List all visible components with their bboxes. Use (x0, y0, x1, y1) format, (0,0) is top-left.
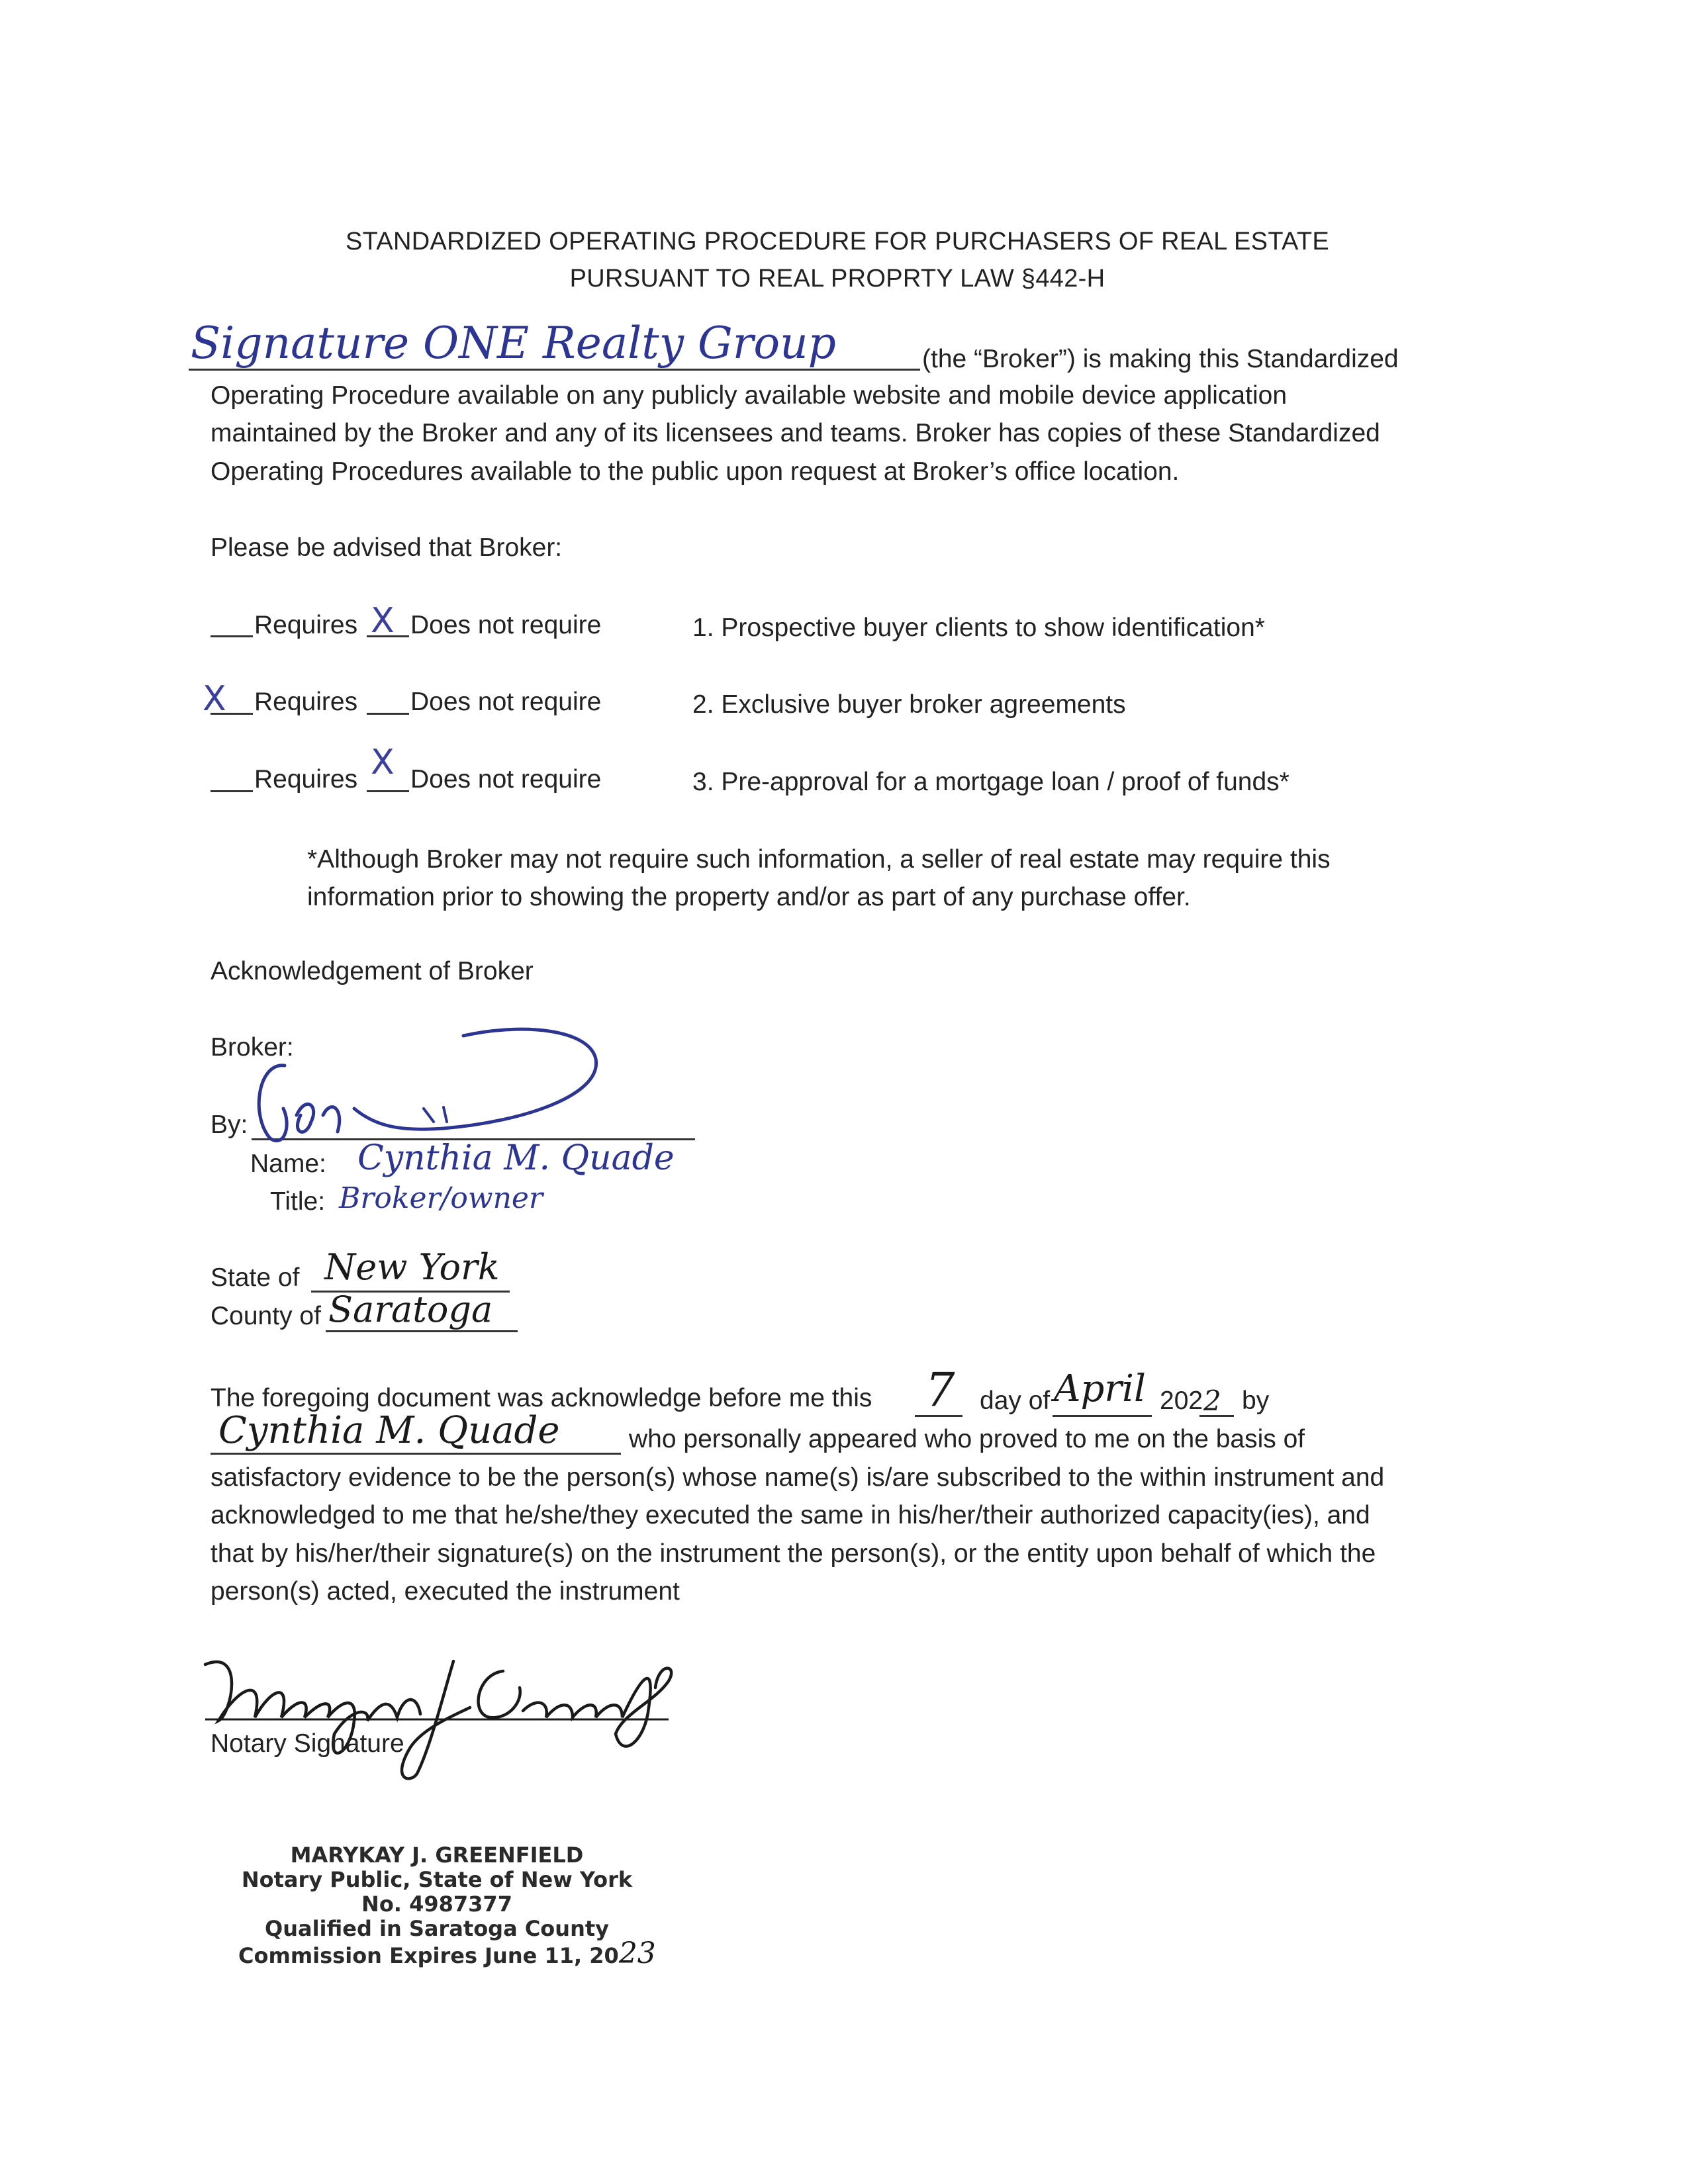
document-title-line2: PURSUANT TO REAL PROPRTY LAW §442-H (569, 265, 1105, 293)
state-value-handwritten: New York (324, 1246, 500, 1288)
name-value-handwritten: Cynthia M. Quade (357, 1138, 675, 1178)
stamp-name: MARYKAY J. GREENFIELD (290, 1843, 584, 1868)
does-not-require-blank (367, 713, 409, 715)
notary-signature-label: Notary Signature (211, 1729, 404, 1758)
does-not-require-blank (367, 790, 409, 792)
year-value-handwritten: 2 (1203, 1385, 1221, 1417)
acknowledgement-heading: Acknowledgement of Broker (211, 957, 534, 985)
county-label: County of (211, 1302, 321, 1330)
does-not-require-label: Does not require (410, 611, 602, 639)
broker-label: Broker: (211, 1033, 294, 1062)
county-value-handwritten: Saratoga (328, 1289, 493, 1330)
by-label: By: (211, 1111, 248, 1139)
does-not-require-label: Does not require (410, 765, 602, 794)
intro-line1: (the “Broker”) is making this Standardized (922, 345, 1399, 373)
year-line (1199, 1415, 1234, 1417)
broker-name-line (189, 369, 920, 371)
notary-text-line5: that by his/her/their signature(s) on the instrument the person(s), or the entity upon behalf of which the (211, 1539, 1376, 1568)
broker-name-handwritten: Signature ONE Realty Group (191, 318, 836, 369)
stamp-year-handwritten: 23 (618, 1936, 656, 1970)
title-value-handwritten: Broker/owner (339, 1181, 543, 1215)
month-line (1053, 1415, 1152, 1417)
intro-line2: Operating Procedure available on any publicly available website and mobile device application (211, 381, 1288, 410)
requirement-item: 3. Pre-approval for a mortgage loan / proof of funds* (692, 768, 1289, 796)
check-mark: X (203, 679, 226, 719)
requires-blank (211, 790, 253, 792)
requires-label: Requires (254, 611, 358, 639)
state-label: State of (211, 1263, 300, 1292)
requires-label: Requires (254, 765, 358, 794)
does-not-require-label: Does not require (410, 688, 602, 716)
stamp-qualified: Qualified in Saratoga County (265, 1916, 609, 1941)
broker-signature (245, 1016, 616, 1148)
footnote-line1: *Although Broker may not require such information, a seller of real estate may require this (307, 845, 1331, 874)
county-line (326, 1330, 518, 1332)
advised-text: Please be advised that Broker: (211, 533, 563, 562)
notary-text-day-of: day of (980, 1387, 1051, 1415)
requires-blank (211, 635, 253, 637)
stamp-title: Notary Public, State of New York (241, 1867, 633, 1892)
stamp-commission-text: Commission Expires June 11, 20 (238, 1943, 619, 1968)
intro-line3: maintained by the Broker and any of its licensees and teams. Broker has copies of these Standardized (211, 419, 1380, 447)
stamp-number: No. 4987377 (361, 1891, 512, 1917)
month-value-handwritten: April (1054, 1367, 1146, 1410)
notary-stamp (238, 1843, 656, 1970)
check-mark: X (371, 601, 395, 641)
name-label: Name: (250, 1150, 326, 1178)
notary-signature (192, 1635, 695, 1787)
notary-text-line1-a: The foregoing document was acknowledge before me this (211, 1384, 872, 1412)
footnote-line2: information prior to showing the property and/or as part of any purchase offer. (307, 883, 1191, 911)
requires-label: Requires (254, 688, 358, 716)
intro-line4: Operating Procedures available to the public upon request at Broker’s office location. (211, 457, 1180, 486)
requirement-item: 1. Prospective buyer clients to show identification* (692, 614, 1265, 642)
notary-text-line6: person(s) acted, executed the instrument (211, 1577, 680, 1606)
requirement-item: 2. Exclusive buyer broker agreements (692, 690, 1126, 719)
stamp-commission (238, 1936, 656, 1970)
notary-text-line3: satisfactory evidence to be the person(s) whose name(s) is/are subscribed to the within instrument and (211, 1463, 1385, 1492)
day-value-handwritten: 7 (925, 1363, 955, 1417)
title-label: Title: (270, 1187, 326, 1216)
notary-text-line2: who personally appeared who proved to me on the basis of (629, 1425, 1305, 1453)
notary-text-line4: acknowledged to me that he/she/they executed the same in his/her/their authorized capacity(ies), and (211, 1501, 1370, 1529)
year-prefix: 202 (1160, 1387, 1203, 1415)
notary-text-by: by (1242, 1387, 1270, 1415)
appeared-name-line (211, 1453, 621, 1455)
appeared-name-handwritten: Cynthia M. Quade (218, 1409, 560, 1452)
document-title-line1: STANDARDIZED OPERATING PROCEDURE FOR PURCHASERS OF REAL ESTATE (346, 228, 1329, 255)
check-mark: X (371, 743, 395, 782)
